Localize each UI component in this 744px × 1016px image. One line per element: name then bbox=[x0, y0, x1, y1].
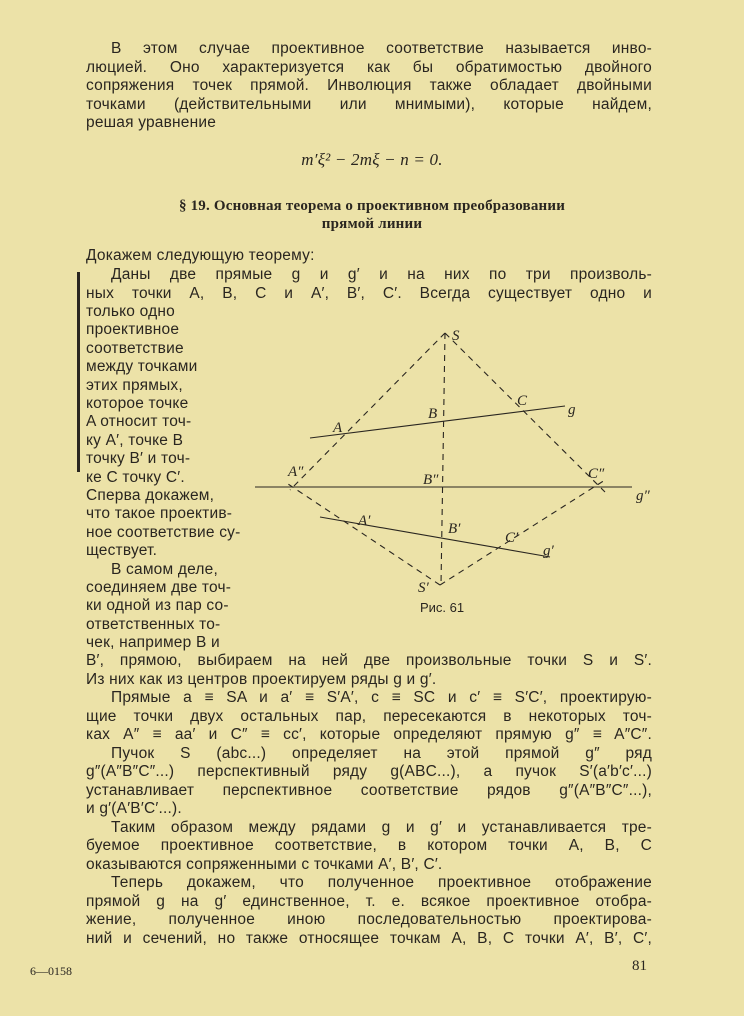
text-line: проективное bbox=[86, 321, 180, 339]
text-line: соединяем две точ- bbox=[86, 579, 232, 596]
text-line: буемое проективное соответствие, в котором точки A, B, C bbox=[86, 837, 652, 854]
point-label-b2: B″ bbox=[423, 472, 439, 488]
text-line: Пучок S (abc...) определяет на этой прямой g″ ряд bbox=[111, 744, 652, 762]
point-label-b: B bbox=[428, 406, 438, 422]
text-line: Таким образом между рядами g и g′ и устанавливается тре- bbox=[111, 818, 652, 836]
ray-c bbox=[445, 333, 605, 492]
text-line: ответственных то- bbox=[86, 615, 221, 633]
text-line: Прямые a ≡ SA и a′ ≡ S′A′, c ≡ SC и c′ ≡ S′C′, проектирую- bbox=[111, 689, 652, 706]
text-line: прямой g на g′ единственное, т. е. всякое проективное отобра- bbox=[86, 892, 652, 910]
point-label-s: S bbox=[452, 328, 460, 344]
text-line: точками (действительными или мнимыми), которые найдем, bbox=[86, 95, 652, 113]
text-line: жение, полученное иною последовательностью проектирова- bbox=[86, 911, 652, 928]
text-line: ществует. bbox=[86, 542, 158, 560]
printer-signature: 6—0158 bbox=[30, 964, 72, 978]
text-line: между точками bbox=[86, 358, 198, 376]
text-line: чек, например B и bbox=[86, 634, 220, 652]
text-line: A относит точ- bbox=[86, 413, 192, 431]
theorem-line: ных точки A, B, C и A′, B′, C′. Всегда существует одно и bbox=[86, 284, 652, 302]
text-line: точку B′ и точ- bbox=[86, 450, 191, 468]
line-g bbox=[310, 406, 565, 438]
text-line: g″(A″B″C″...) перспективный ряду g(ABC...), а пучок S′(a′b′c′...) bbox=[86, 763, 652, 780]
ray-a bbox=[290, 333, 445, 490]
point-label-a: A bbox=[333, 420, 343, 436]
ray-b bbox=[441, 333, 445, 585]
text-line: устанавливает перспективное соответствие рядов g″(A″B″C″...), bbox=[86, 781, 652, 799]
point-label-g1: g′ bbox=[543, 543, 554, 559]
point-label-a1: A′ bbox=[358, 513, 371, 529]
text-line: Докажем следующую теорему: bbox=[86, 247, 315, 264]
point-label-g2: g″ bbox=[636, 488, 650, 504]
text-line: сопряжения точек прямой. Инволюция также обладает двойными bbox=[86, 77, 652, 94]
point-label-c2: C″ bbox=[588, 466, 605, 482]
text-line: В самом деле, bbox=[111, 560, 218, 578]
text-line: оказываются сопряженными с точками A′, B′, C′. bbox=[86, 855, 443, 873]
text-line: этих прямых, bbox=[86, 376, 183, 394]
text-line: ний и сечений, но также относящее точкам A, B, C точки A′, B′, C′, bbox=[86, 929, 652, 947]
text-line: щие точки двух остальных пар, пересекаются в некоторых точ- bbox=[86, 707, 652, 725]
text-line: ки одной из пар со- bbox=[86, 597, 229, 615]
text-line: ках A″ ≡ aa′ и C″ ≡ cc′, которые определяют прямую g″ ≡ A″C″. bbox=[86, 726, 652, 743]
text-line: соответствие bbox=[86, 339, 184, 357]
ray-c-prime bbox=[440, 480, 605, 585]
point-label-a2: A″ bbox=[288, 464, 304, 480]
equation: m′ξ² − 2mξ − n = 0. bbox=[301, 150, 443, 169]
section-heading: § 19. Основная теорема о проективном преобразовании bbox=[178, 198, 566, 214]
text-line: Сперва докажем, bbox=[86, 487, 215, 504]
text-line: что такое проектив- bbox=[86, 505, 233, 523]
text-line: В этом случае проективное соответствие называется инво- bbox=[111, 40, 652, 57]
text-line: только одно bbox=[86, 303, 175, 320]
figure-caption: Рис. 61 bbox=[420, 600, 465, 615]
text-line: ке C точку C′. bbox=[86, 468, 185, 486]
text-line: которое точке bbox=[86, 395, 189, 412]
text-line: ку A′, точке B bbox=[86, 431, 184, 449]
point-label-c1: C′ bbox=[505, 530, 519, 546]
point-label-g: g bbox=[568, 402, 576, 418]
text-line: ное соответствие су- bbox=[86, 523, 241, 541]
point-label-s2: S′ bbox=[418, 580, 429, 596]
text-line: и g′(A′B′C′...). bbox=[86, 800, 182, 817]
point-label-b1: B′ bbox=[448, 521, 461, 537]
text-line: решая уравнение bbox=[86, 114, 217, 131]
point-label-c: C bbox=[517, 393, 528, 409]
text-line: Из них как из центров проектируем ряды g и g′. bbox=[86, 670, 437, 688]
theorem-line: Даны две прямые g и g′ и на них по три произволь- bbox=[111, 266, 652, 283]
section-heading: прямой линии bbox=[321, 216, 423, 232]
text-line: люцией. Оно характеризуется как бы обратимостью двойного bbox=[86, 58, 652, 76]
text-line: Теперь докажем, что полученное проективное отображение bbox=[111, 874, 652, 891]
text-line: B′, прямою, выбираем на ней две произвольные точки S и S′. bbox=[86, 652, 652, 669]
page-number: 81 bbox=[632, 958, 647, 974]
